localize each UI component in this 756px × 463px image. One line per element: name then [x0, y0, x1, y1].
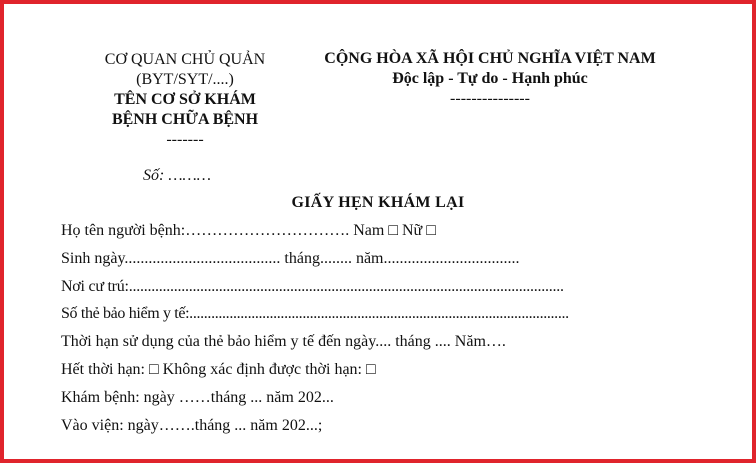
document-title: GIẤY HẸN KHÁM LẠI: [291, 194, 465, 211]
facility-name-line1: TÊN CƠ SỞ KHÁM: [114, 91, 256, 108]
facility-name-line2: BỆNH CHỮA BỆNH: [111, 111, 259, 128]
document-number: Số: ………: [143, 167, 212, 184]
agency-code: (BYT/SYT/....): [136, 71, 234, 88]
field-expiry: Hết thời hạn: □ Không xác định được thời hạn: □: [61, 361, 376, 378]
field-patient-name: Họ tên người bệnh:…………………………. Nam □ Nữ □: [61, 222, 436, 239]
agency-header: [80, 50, 290, 150]
national-header: [298, 49, 682, 109]
country-name: CỘNG HÒA XÃ HỘI CHỦ NGHĨA VIỆT NAM: [324, 50, 656, 67]
field-admission-date: Vào viện: ngày…….tháng ... năm 202...;: [61, 417, 323, 434]
field-birth-date: Sinh ngày....................................... tháng........ năm..................................: [61, 250, 520, 267]
field-insurance-validity: Thời hạn sử dụng của thẻ bảo hiểm y tế đến ngày.... tháng .... Năm….: [61, 333, 506, 350]
field-residence: Nơi cư trú:....................................................................................................................: [61, 278, 564, 295]
facility-rule: -------: [166, 131, 204, 148]
national-motto: Độc lập - Tự do - Hạnh phúc: [392, 70, 588, 87]
field-insurance-number: Số thẻ bảo hiểm y tế:........................................................................................................: [61, 305, 569, 322]
field-exam-date: Khám bệnh: ngày ……tháng ... năm 202...: [61, 389, 334, 406]
agency-name: CƠ QUAN CHỦ QUẢN: [104, 51, 266, 68]
motto-rule: ---------------: [450, 90, 530, 107]
